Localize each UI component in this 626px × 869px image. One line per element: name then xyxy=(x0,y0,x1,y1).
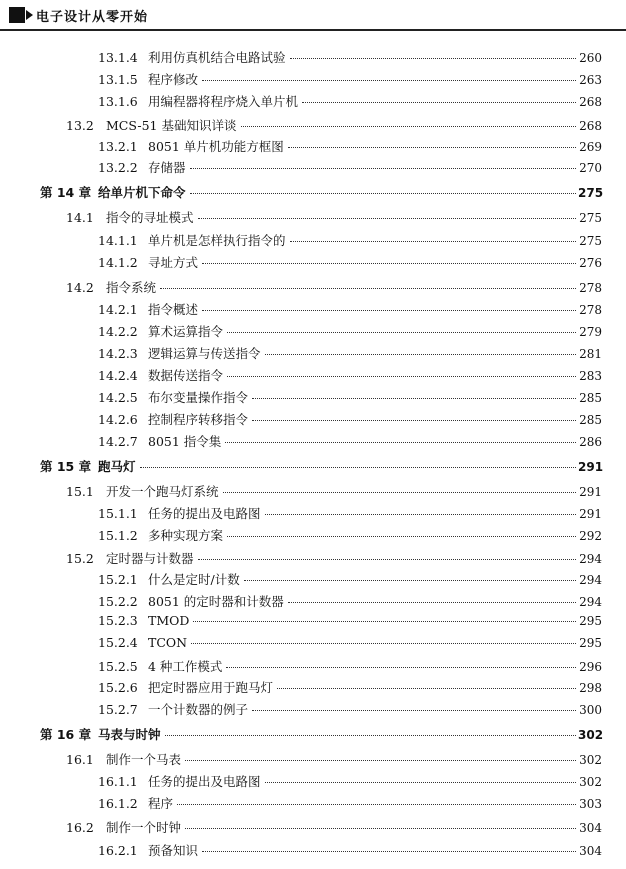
toc-entry-page: 302 xyxy=(579,775,602,789)
toc-entry-number: 13.1.5 xyxy=(98,72,138,87)
dot-leader xyxy=(223,492,576,493)
dot-leader xyxy=(241,126,577,127)
toc-entry[interactable] xyxy=(98,570,602,588)
toc-entry[interactable] xyxy=(66,549,602,567)
toc-entry-number: 15.2.1 xyxy=(98,572,138,587)
toc-entry[interactable] xyxy=(98,300,602,318)
dot-leader xyxy=(185,828,576,829)
dot-leader xyxy=(227,536,576,537)
dot-leader xyxy=(140,467,576,468)
dot-leader xyxy=(265,782,576,783)
toc-entry[interactable] xyxy=(98,344,602,362)
toc-entry[interactable] xyxy=(98,253,602,271)
toc-entry-title: 存储器 xyxy=(148,160,186,175)
toc-entry-number: 14.2.7 xyxy=(98,434,138,449)
toc-entry[interactable] xyxy=(98,70,602,88)
toc-entry-number: 14.2.3 xyxy=(98,346,138,361)
toc-entry-title: TMOD xyxy=(148,613,190,628)
toc-entry-title: 寻址方式 xyxy=(148,255,199,270)
toc-entry-number: 15.2.6 xyxy=(98,680,138,695)
toc-entry[interactable] xyxy=(98,137,602,155)
dot-leader xyxy=(191,643,576,644)
toc-entry-page: 278 xyxy=(579,303,602,317)
toc-entry-page: 303 xyxy=(579,797,602,811)
toc-entry-page: 291 xyxy=(579,485,602,499)
dot-leader xyxy=(290,58,576,59)
toc-entry-page: 291 xyxy=(578,460,604,474)
toc-entry-title: 开发一个跑马灯系统 xyxy=(106,484,219,499)
toc-entry-page: 300 xyxy=(579,703,602,717)
toc-entry-number: 13.1.6 xyxy=(98,94,138,109)
toc-entry-number: 14.2.5 xyxy=(98,390,138,405)
toc-entry[interactable] xyxy=(40,183,602,201)
toc-entry-number: 15.2.2 xyxy=(98,594,138,609)
toc-entry-title: MCS-51 基础知识详谈 xyxy=(106,118,237,133)
toc-entry-page: 281 xyxy=(579,347,602,361)
toc-entry[interactable] xyxy=(98,592,602,610)
toc-entry-title: 程序修改 xyxy=(148,72,199,87)
toc-entry-number: 13.2.1 xyxy=(98,139,138,154)
toc-entry-page: 278 xyxy=(579,281,602,295)
toc-entry-title: 利用仿真机结合电路试验 xyxy=(148,50,286,65)
toc-entry-number: 13.2 xyxy=(66,118,94,133)
toc-entry-title: 制作一个马表 xyxy=(106,752,182,767)
toc-entry-number: 第 16 章 xyxy=(40,727,92,742)
toc-entry-number: 15.1 xyxy=(66,484,94,499)
toc-entry-number: 14.2.1 xyxy=(98,302,138,317)
dot-leader xyxy=(202,80,576,81)
dot-leader xyxy=(302,102,576,103)
toc-entry[interactable] xyxy=(98,504,602,522)
toc-entry-page: 302 xyxy=(578,728,604,742)
toc-entry-title: 指令概述 xyxy=(148,302,199,317)
toc-entry-title: 定时器与计数器 xyxy=(106,551,194,566)
toc-entry-title: 8051 单片机功能方框图 xyxy=(148,139,284,154)
toc-entry-title: 马表与时钟 xyxy=(98,727,161,742)
toc-entry-number: 15.2.3 xyxy=(98,613,138,628)
toc-entry-number: 14.2.4 xyxy=(98,368,138,383)
header-arrow-icon xyxy=(26,10,33,20)
dot-leader xyxy=(226,667,576,668)
toc-entry-title: 什么是定时/计数 xyxy=(148,572,240,587)
toc-entry-page: 291 xyxy=(579,507,602,521)
toc-entry[interactable] xyxy=(66,208,602,226)
toc-entry[interactable] xyxy=(66,116,602,134)
toc-entry[interactable] xyxy=(98,388,602,406)
toc-entry-number: 14.1 xyxy=(66,210,94,225)
toc-entry[interactable] xyxy=(98,772,602,790)
toc-entry[interactable] xyxy=(98,635,602,650)
toc-entry-page: 260 xyxy=(579,51,602,65)
toc-entry[interactable] xyxy=(98,432,602,450)
dot-leader xyxy=(244,580,576,581)
toc-entry-number: 16.2 xyxy=(66,820,94,835)
dot-leader xyxy=(252,420,576,421)
toc-entry-page: 275 xyxy=(578,186,604,200)
toc-entry-page: 268 xyxy=(579,119,602,133)
toc-entry[interactable] xyxy=(98,613,602,628)
toc-entry[interactable] xyxy=(98,794,602,812)
toc-entry-title: 把定时器应用于跑马灯 xyxy=(148,680,274,695)
toc-entry[interactable] xyxy=(98,231,602,249)
toc-entry-number: 16.1 xyxy=(66,752,94,767)
toc-entry[interactable] xyxy=(66,482,602,500)
toc-entry-title: 布尔变量操作指令 xyxy=(148,390,249,405)
toc-entry-number: 14.1.2 xyxy=(98,255,138,270)
toc-entry-title: 控制程序转移指令 xyxy=(148,412,249,427)
toc-entry-title: 多种实现方案 xyxy=(148,528,224,543)
toc-entry[interactable] xyxy=(98,322,602,340)
dot-leader xyxy=(177,804,576,805)
dot-leader xyxy=(198,559,576,560)
dot-leader xyxy=(290,241,576,242)
toc-entry-title: 跑马灯 xyxy=(98,459,136,474)
toc-entry-page: 275 xyxy=(579,234,602,248)
toc-entry[interactable] xyxy=(40,725,602,743)
toc-entry[interactable] xyxy=(98,678,602,696)
toc-entry-page: 295 xyxy=(579,636,602,650)
toc-entry-title: 给单片机下命令 xyxy=(98,185,186,200)
toc-entry-number: 13.2.2 xyxy=(98,160,138,175)
toc-entry-title: TCON xyxy=(148,635,188,650)
toc-entry-page: 268 xyxy=(579,95,602,109)
toc-entry-page: 270 xyxy=(579,161,602,175)
toc-entry-page: 298 xyxy=(579,681,602,695)
toc-entry-page: 276 xyxy=(579,256,602,270)
dot-leader xyxy=(277,688,576,689)
dot-leader xyxy=(225,442,576,443)
toc-entry-page: 294 xyxy=(579,573,602,587)
dot-leader xyxy=(202,851,576,852)
toc-entry[interactable] xyxy=(98,841,602,859)
toc-entry-title: 数据传送指令 xyxy=(148,368,224,383)
toc-entry-number: 13.1.4 xyxy=(98,50,138,65)
toc-entry-number: 15.2 xyxy=(66,551,94,566)
dot-leader xyxy=(185,760,576,761)
toc-entry-number: 15.2.5 xyxy=(98,659,138,674)
toc-entry-number: 15.2.4 xyxy=(98,635,138,650)
toc-entry-number: 15.1.2 xyxy=(98,528,138,543)
dot-leader xyxy=(288,147,576,148)
dot-leader xyxy=(227,332,576,333)
toc-entry-title: 任务的提出及电路图 xyxy=(148,506,261,521)
dot-leader xyxy=(198,218,576,219)
dot-leader xyxy=(265,354,576,355)
toc-entry-number: 16.1.1 xyxy=(98,774,138,789)
dot-leader xyxy=(190,193,576,194)
toc-entry-number: 14.2.2 xyxy=(98,324,138,339)
toc-entry-title: 制作一个时钟 xyxy=(106,820,182,835)
toc-entry-page: 283 xyxy=(579,369,602,383)
toc-entry-title: 程序 xyxy=(148,796,174,811)
dot-leader xyxy=(227,376,576,377)
dot-leader xyxy=(252,710,576,711)
toc-entry-title: 一个计数器的例子 xyxy=(148,702,249,717)
toc-entry-page: 296 xyxy=(579,660,602,674)
toc-entry-page: 279 xyxy=(579,325,602,339)
toc-entry-title: 8051 指令集 xyxy=(148,434,222,449)
toc-entry-page: 285 xyxy=(579,391,602,405)
toc-entry-page: 304 xyxy=(579,821,602,835)
toc-entry-title: 逻辑运算与传送指令 xyxy=(148,346,261,361)
toc-entry-page: 294 xyxy=(579,595,602,609)
toc-entry-number: 16.1.2 xyxy=(98,796,138,811)
toc-entry-number: 14.2.6 xyxy=(98,412,138,427)
toc-entry-title: 8051 的定时器和计数器 xyxy=(148,594,284,609)
toc-entry-title: 单片机是怎样执行指令的 xyxy=(148,233,286,248)
dot-leader xyxy=(288,602,576,603)
toc-entry-page: 285 xyxy=(579,413,602,427)
toc-entry-number: 15.2.7 xyxy=(98,702,138,717)
dot-leader xyxy=(202,310,576,311)
dot-leader xyxy=(202,263,576,264)
toc-entry-page: 294 xyxy=(579,552,602,566)
toc-entry[interactable] xyxy=(98,410,602,428)
toc-entry[interactable] xyxy=(98,526,602,544)
toc-entry[interactable] xyxy=(98,48,602,66)
toc-entry-page: 302 xyxy=(579,753,602,767)
toc-entry-page: 304 xyxy=(579,844,602,858)
toc-entry[interactable] xyxy=(98,657,602,675)
toc-entry-page: 292 xyxy=(579,529,602,543)
toc-entry-number: 16.2.1 xyxy=(98,843,138,858)
toc-entry-title: 用编程器将程序烧入单片机 xyxy=(148,94,299,109)
toc-entry-page: 275 xyxy=(579,211,602,225)
running-header xyxy=(9,4,148,26)
toc-entry-page: 295 xyxy=(579,614,602,628)
toc-entry[interactable] xyxy=(66,278,602,296)
toc-entry-title: 指令的寻址模式 xyxy=(106,210,194,225)
toc-entry-title: 4 种工作模式 xyxy=(148,659,223,674)
toc-entry[interactable] xyxy=(98,92,602,110)
dot-leader xyxy=(265,514,576,515)
dot-leader xyxy=(193,621,576,622)
toc-entry-page: 269 xyxy=(579,140,602,154)
toc-entry[interactable] xyxy=(66,818,602,836)
toc-entry-page: 263 xyxy=(579,73,602,87)
header-title: 电子设计从零开始 xyxy=(36,9,149,25)
dot-leader xyxy=(252,398,576,399)
toc-entry[interactable] xyxy=(98,700,602,718)
toc-entry-page: 286 xyxy=(579,435,602,449)
toc-entry-number: 15.1.1 xyxy=(98,506,138,521)
dot-leader xyxy=(165,735,576,736)
toc-entry-title: 指令系统 xyxy=(106,280,157,295)
toc-entry[interactable] xyxy=(98,366,602,384)
toc-entry[interactable] xyxy=(66,750,602,768)
toc-entry-number: 第 14 章 xyxy=(40,185,92,200)
toc-entry[interactable] xyxy=(98,158,602,176)
toc-entry-number: 第 15 章 xyxy=(40,459,92,474)
toc-entry-title: 算术运算指令 xyxy=(148,324,224,339)
dot-leader xyxy=(160,288,576,289)
header-rule xyxy=(0,29,626,31)
toc-entry-number: 14.1.1 xyxy=(98,233,138,248)
toc-entry-title: 任务的提出及电路图 xyxy=(148,774,261,789)
dot-leader xyxy=(190,168,576,169)
toc-entry[interactable] xyxy=(40,457,602,475)
header-block-icon xyxy=(9,7,25,23)
toc-entry-title: 预备知识 xyxy=(148,843,199,858)
toc-entry-number: 14.2 xyxy=(66,280,94,295)
